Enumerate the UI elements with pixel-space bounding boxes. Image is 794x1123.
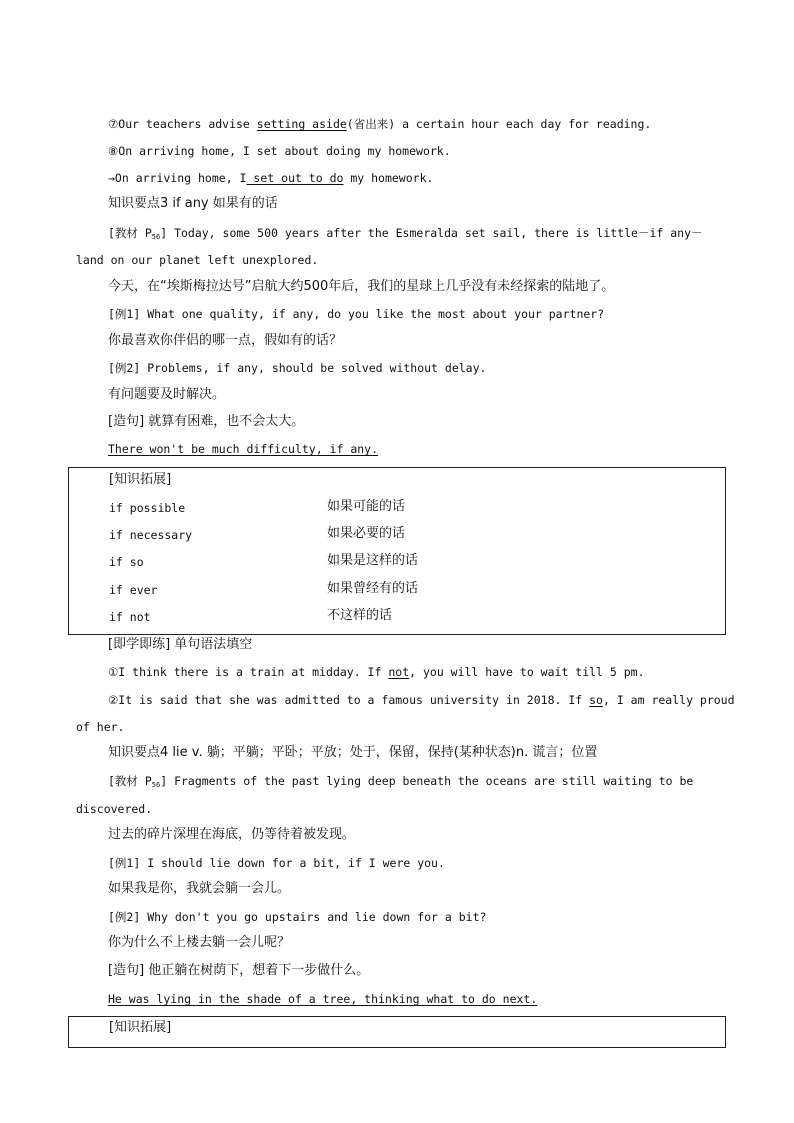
text: ] Today, some 500 years after the Esmeralda set sail, there is little－if any－ <box>160 226 703 240</box>
text: →On arriving home, I <box>108 171 247 185</box>
text: ①I think there is a train at midday. If <box>108 665 389 679</box>
practice-heading: [即学即练] 单句语法填空 <box>108 637 253 652</box>
text: ⑦Our teachers advise <box>108 117 257 131</box>
example-2-translation: 有问题要及时解决。 <box>108 387 226 402</box>
example-2-translation: 你为什么不上楼去躺一会儿呢？ <box>108 935 291 950</box>
text: , I am really proud <box>602 693 735 707</box>
practice-q2-cont: of her. <box>76 720 125 734</box>
text: [教材 P <box>108 774 152 788</box>
example-1: [例1] What one quality, if any, do you like the most about your partner? <box>108 307 605 321</box>
phrase-zh: 如果曾经有的话 <box>327 581 419 596</box>
phrase-en: if necessary <box>109 528 193 542</box>
example-1: [例1] I should lie down for a bit, if I were you. <box>108 856 445 870</box>
text: ] Fragments of the past lying deep beneath the oceans are still waiting to be <box>160 774 694 788</box>
page-subscript: 56 <box>151 781 161 789</box>
phrase-en: if ever <box>109 583 158 597</box>
answer-underline: set out to do <box>246 171 344 185</box>
textbook-translation: 今天，在“埃斯梅拉达号”启航大约500年后，我们的星球上几乎没有未经探索的陆地了。 <box>108 279 615 294</box>
phrase-zh: 如果是这样的话 <box>327 553 419 568</box>
text: ②It is said that she was admitted to a famous university in 2018. If <box>108 693 590 707</box>
answer-underline: setting aside <box>256 117 347 131</box>
phrase-zh: 如果可能的话 <box>327 499 406 514</box>
phrase-zh: 如果必要的话 <box>327 526 406 541</box>
rewrite-line <box>108 170 433 186</box>
example-1-translation: 你最喜欢你伴侣的哪一点，假如有的话？ <box>108 333 343 348</box>
knowledge-expansion-box <box>68 467 726 635</box>
example-7 <box>108 116 651 132</box>
sentence-making-prompt: [造句] 就算有困难，也不会太大。 <box>108 414 305 429</box>
answer-underline: so <box>589 693 603 707</box>
example-1-translation: 如果我是你，我就会躺一会儿。 <box>108 881 291 896</box>
knowledge-point-4-heading: 知识要点4 lie v. 躺；平躺；平卧；平放；处于，保留，保持(某种状态)n. 谎言；位置 <box>108 745 598 760</box>
knowledge-point-3-heading: 知识要点3 if any 如果有的话 <box>108 196 278 211</box>
example-2: [例2] Problems, if any, should be solved without delay. <box>108 361 487 375</box>
page-subscript: 56 <box>151 233 161 241</box>
text: my homework. <box>343 171 434 185</box>
practice-q1 <box>108 664 645 680</box>
answer-underline: not <box>388 665 410 679</box>
box-title: [知识拓展] <box>109 1020 172 1035</box>
knowledge-expansion-box-2 <box>68 1016 726 1048</box>
textbook-quote-cont: land on our planet left unexplored. <box>76 253 319 267</box>
sentence-making-prompt: [造句] 他正躺在树荫下，想着下一步做什么。 <box>108 963 370 978</box>
sentence-making-answer: There won't be much difficulty, if any. <box>108 442 379 456</box>
phrase-en: if possible <box>109 501 186 515</box>
text: , you will have to wait till 5 pm. <box>409 665 645 679</box>
phrase-en: if not <box>109 610 151 624</box>
phrase-en: if so <box>109 555 144 569</box>
example-2: [例2] Why don't you go upstairs and lie down for a bit? <box>108 910 487 924</box>
practice-q2 <box>108 692 735 708</box>
sentence-making-answer: He was lying in the shade of a tree, thinking what to do next. <box>108 992 538 1006</box>
phrase-zh: 不这样的话 <box>327 608 393 623</box>
text: (省出来) a certain hour each day for reading. <box>346 117 652 131</box>
textbook-quote <box>108 225 703 245</box>
textbook-translation: 过去的碎片深埋在海底，仍等待着被发现。 <box>108 827 356 842</box>
box-title: [知识拓展] <box>109 472 172 487</box>
text: [教材 P <box>108 226 152 240</box>
example-8: ⑧On arriving home, I set about doing my homework. <box>108 144 451 158</box>
textbook-quote-cont: discovered. <box>76 802 153 816</box>
textbook-quote <box>108 773 693 793</box>
